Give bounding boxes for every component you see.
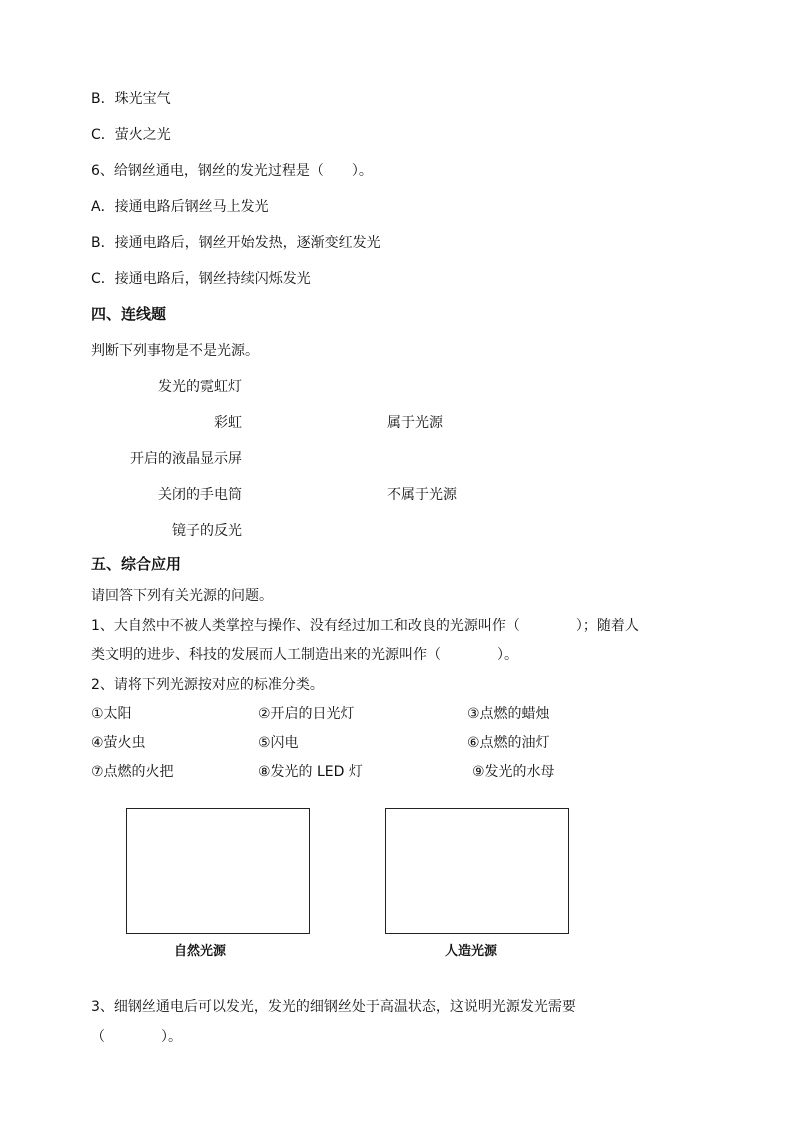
natural-source-label: 自然光源 bbox=[174, 944, 227, 959]
natural-source-box bbox=[126, 808, 310, 934]
question-6-option-a: A．接通电路后钢丝马上发光 bbox=[91, 199, 269, 215]
section-4-instruction: 判断下列事物是不是光源。 bbox=[91, 343, 259, 359]
matching-left-item: 镜子的反光 bbox=[172, 523, 242, 539]
source-item: ④萤火虫 bbox=[91, 735, 146, 751]
question-1-line-1: 1、大自然中不被人类掌控与操作、没有经过加工和改良的光源叫作（ ）；随着人 bbox=[91, 618, 639, 634]
matching-right-item: 属于光源 bbox=[387, 415, 443, 431]
source-item: ③点燃的蜡烛 bbox=[467, 706, 550, 722]
question-1-line-2: 类文明的进步、科技的发展而人工制造出来的光源叫作（ ）。 bbox=[91, 647, 518, 663]
matching-left-item: 开启的液晶显示屏 bbox=[130, 451, 242, 467]
question-6-option-b: B．接通电路后，钢丝开始发热，逐渐变红发光 bbox=[91, 235, 381, 251]
section-5-instruction: 请回答下列有关光源的问题。 bbox=[91, 588, 273, 604]
artificial-source-label: 人造光源 bbox=[445, 944, 498, 959]
question-2-stem: 2、请将下列光源按对应的标准分类。 bbox=[91, 677, 324, 693]
source-item: ⑧发光的 LED 灯 bbox=[258, 764, 363, 780]
option-b: B．珠光宝气 bbox=[91, 91, 171, 107]
option-c: C．萤火之光 bbox=[91, 127, 171, 143]
matching-right-item: 不属于光源 bbox=[387, 487, 457, 503]
question-6-option-c: C．接通电路后，钢丝持续闪烁发光 bbox=[91, 271, 311, 287]
matching-left-item: 关闭的手电筒 bbox=[158, 487, 242, 503]
question-6-stem: 6、给钢丝通电，钢丝的发光过程是（ ）。 bbox=[91, 163, 373, 179]
matching-left-item: 发光的霓虹灯 bbox=[158, 379, 242, 395]
section-5-title: 五、综合应用 bbox=[91, 555, 182, 573]
question-3-line-2: （ ）。 bbox=[91, 1029, 182, 1045]
section-4-title: 四、连线题 bbox=[91, 305, 167, 323]
source-item: ⑥点燃的油灯 bbox=[467, 735, 550, 751]
source-item: ②开启的日光灯 bbox=[258, 706, 355, 722]
source-item: ⑦点燃的火把 bbox=[91, 764, 174, 780]
artificial-source-box bbox=[385, 808, 569, 934]
source-item: ⑤闪电 bbox=[258, 735, 299, 751]
source-item: ⑨发光的水母 bbox=[472, 764, 555, 780]
source-item: ①太阳 bbox=[91, 706, 132, 722]
matching-left-item: 彩虹 bbox=[214, 415, 242, 431]
question-3-line-1: 3、细钢丝通电后可以发光，发光的细钢丝处于高温状态，这说明光源发光需要 bbox=[91, 999, 576, 1015]
